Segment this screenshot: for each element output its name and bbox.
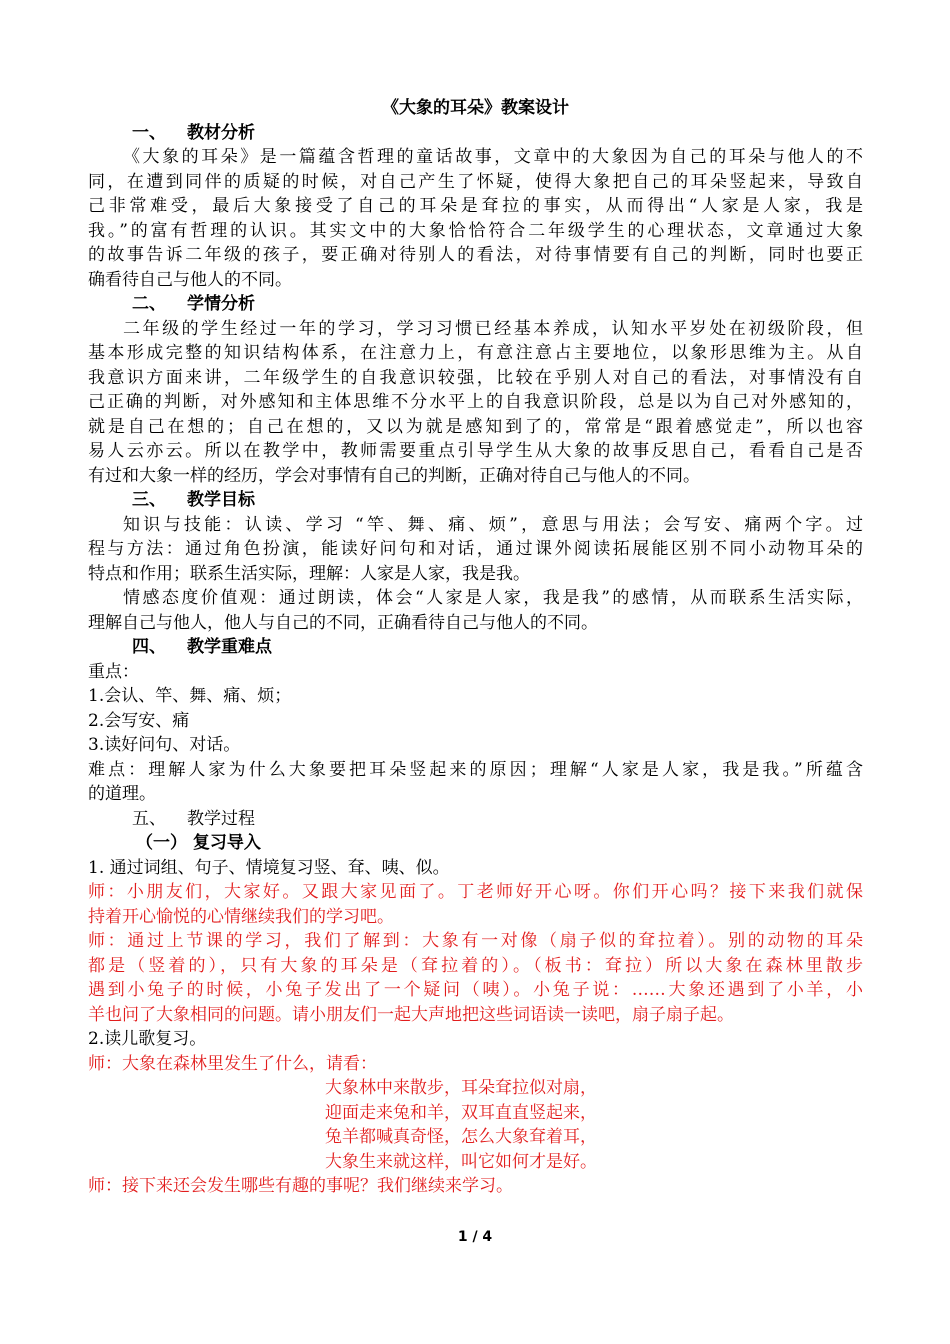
poem-line: 迎面走来兔和羊，双耳直直竖起来， (325, 1102, 597, 1123)
teacher-line: 遇到小兔子的时候，小兔子发出了一个疑问（咦）。小兔子说：……大象还遇到了小羊，小 (88, 980, 863, 1000)
teacher-line: 师：小朋友们，大家好。又跟大家见面了。丁老师好开心呀。你们开心吗？接下来我们就保 (88, 882, 863, 902)
paragraph-line: 己正确的判断，对外感知和主体思维不分水平上的自我意识阶段，总是以为自己对外感知的， (88, 392, 863, 412)
teacher-line: 师：接下来还会发生哪些有趣的事呢？我们继续来学习。 (88, 1176, 513, 1196)
page-title: 《大象的耳朵》教案设计 (382, 98, 569, 118)
section-3-title: 教学目标 (187, 490, 255, 510)
section-1-num: 一、 (132, 122, 166, 143)
paragraph-line: 我意识方面来讲，二年级学生的自我意识较强，比较在乎别人对自己的看法，对事情没有自 (88, 367, 863, 388)
key-point-item: 2.会写安、痛 (88, 710, 190, 731)
paragraph-line: 确看待自己与他人的不同。 (88, 269, 292, 290)
teacher-line: 师：通过上节课的学习，我们了解到：大象有一对像（扇子似的耷拉着）。别的动物的耳朵 (88, 931, 863, 951)
section-1-title: 教材分析 (187, 122, 255, 143)
section-5-num: 五、 (132, 808, 166, 829)
section-2-heading (88, 292, 863, 317)
teacher-line: 师：大象在森林里发生了什么，请看： (88, 1053, 377, 1074)
paragraph-line: 的故事告诉二年级的孩子，要正确对待别人的看法，对待事情要有自己的判断，同时也要正 (88, 245, 863, 265)
poem-line: 大象林中来散步，耳朵耷拉似对扇， (325, 1078, 597, 1098)
paragraph-line: 有过和大象一样的经历，学会对事情有自己的判断，正确对待自己与他人的不同。 (88, 465, 700, 486)
section-3-num: 三、 (132, 490, 166, 510)
paragraph-line: 理解自己与他人，他人与自己的不同，正确看待自己与他人的不同。 (88, 612, 598, 633)
paragraph-line: 《大象的耳朵》是一篇蕴含哲理的童话故事，文章中的大象因为自己的耳朵与他人的不 (123, 147, 863, 167)
difficulty-line: 的道理。 (88, 784, 156, 804)
paragraph-line: 同，在遭到同伴的质疑的时候，对自己产生了怀疑，使得大象把自己的耳朵竖起来，导致自 (88, 171, 863, 192)
paragraph-line: 就是自己在想的；自己在想的，又以为就是感知到了的，常常是“跟着感觉走”，所以也容 (88, 416, 863, 437)
key-points-label: 重点： (88, 661, 139, 682)
paragraph-line: 我。”的富有哲理的认识。其实文中的大象恰恰符合二年级学生的心理状态，文章通过大象 (88, 220, 863, 241)
section-1-heading (88, 121, 863, 146)
paragraph-line: 情感态度价值观：通过朗读，体会“人家是人家，我是我”的感情，从而联系生活实际， (123, 588, 863, 608)
paragraph-line: 己非常难受，最后大象接受了自己的耳朵是耷拉的事实，从而得出“人家是人家，我是 (88, 196, 863, 216)
section-2-num: 二、 (132, 294, 166, 314)
step-line: 1. 通过词组、句子、情境复习竖、耷、咦、似。 (88, 857, 450, 878)
paragraph-line: 二年级的学生经过一年的学习，学习习惯已经基本养成，认知水平岁处在初级阶段，但 (123, 318, 863, 339)
teacher-line: 持着开心愉悦的心情继续我们的学习吧。 (88, 906, 394, 927)
poem-line: 大象生来就这样，叫它如何才是好。 (325, 1151, 597, 1172)
teacher-line: 都是（竖着的），只有大象的耳朵是（耷拉着的）。（板书：耷拉）所以大象在森林里散步 (88, 955, 863, 976)
section-4-heading (88, 635, 863, 660)
paragraph-line: 易人云亦云。所以在教学中，教师需要重点引导学生从大象的故事反思自己，看看自己是否 (88, 441, 863, 461)
section-5-heading (88, 807, 863, 832)
paragraph-line: 特点和作用；联系生活实际，理解：人家是人家，我是我。 (88, 563, 530, 584)
key-point-item: 3.读好问句、对话。 (88, 735, 241, 755)
difficulty-line: 难点：理解人家为什么大象要把耳朵竖起来的原因；理解“人家是人家，我是我。”所蕴含 (88, 759, 863, 780)
paragraph-line: 知识与技能：认读、学习 “竿、舞、痛、烦”，意思与用法；会写安、痛两个字。过 (123, 514, 863, 535)
document-page (88, 96, 863, 1199)
paragraph-line: 基本形成完整的知识结构体系，在注意力上，有意注意占主要地位，以象形思维为主。从自 (88, 343, 863, 363)
section-2-title: 学情分析 (187, 294, 255, 314)
section-4-title: 教学重难点 (187, 637, 272, 657)
subsection-heading: （一） 复习导入 (136, 833, 261, 853)
section-4-num: 四、 (132, 637, 166, 657)
teacher-line: 羊也问了大象相同的问题。请小朋友们一起大声地把这些词语读一读吧，扇子扇子起。 (88, 1004, 734, 1025)
key-point-item: 1.会认、竿、舞、痛、烦； (88, 686, 292, 706)
step-line: 2.读儿歌复习。 (88, 1029, 207, 1049)
paragraph-line: 程与方法：通过角色扮演，能读好问句和对话，通过课外阅读拓展能区别不同小动物耳朵的 (88, 539, 863, 559)
section-3-heading (88, 488, 863, 513)
section-5-title: 教学过程 (187, 808, 255, 829)
poem-line: 兔羊都喊真奇怪，怎么大象耷着耳， (325, 1127, 597, 1147)
page-number: 1 / 4 (457, 1229, 493, 1245)
